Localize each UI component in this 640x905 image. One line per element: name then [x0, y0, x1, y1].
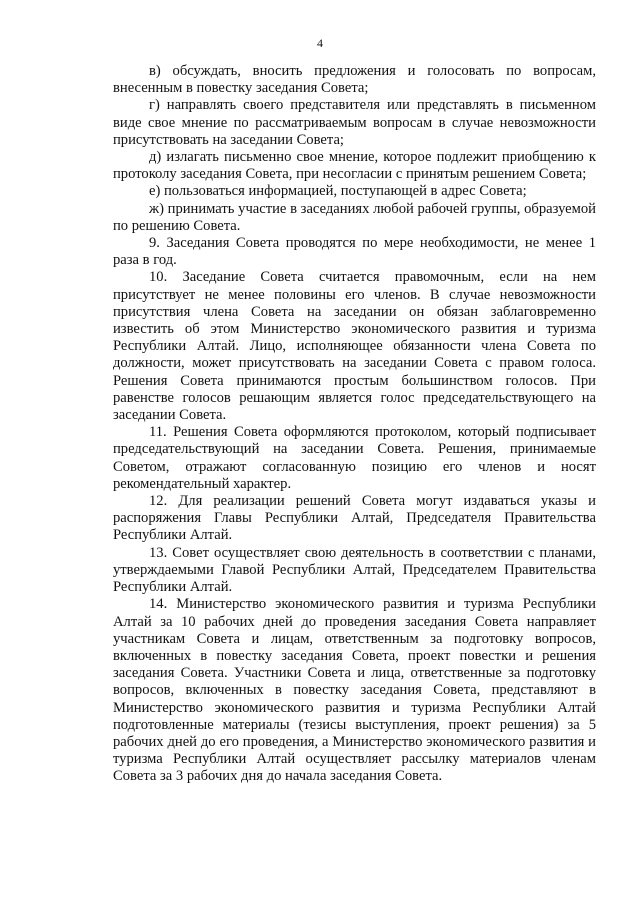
paragraph-g-representative: г) направлять своего представителя или представлять в письменном виде свое мнение по рассматриваемым вопросам в случае невозможности присутствовать на заседании Совета;: [113, 97, 596, 148]
page-number: 4: [317, 36, 323, 50]
paragraph-9-meetings: 9. Заседания Совета проводятся по мере необходимости, не менее 1 раза в год.: [113, 235, 596, 269]
paragraph-14-ministry: 14. Министерство экономического развития и туризма Республики Алтай за 10 рабочих дней до проведения заседания Совета направляет участникам Совета и лицам, ответственным за подготовку вопросов, включенных в повестку заседания Совета, проект повестки и решения заседания Совета. Участники Совета и лица, ответственные за подготовку вопросов, включенных в повестку заседания Совета, представляют в Министерство экономического развития и туризма Республики Алтай подготовленные материалы (тезисы выступления, проект решения) за 5 рабочих дней до его проведения, а Министерство экономического развития и туризма Республики Алтай осуществляет рассылку материалов членам Совета за 3 рабочих дня до начала заседания Совета.: [113, 596, 596, 785]
paragraph-e-information: е) пользоваться информацией, поступающей в адрес Совета;: [149, 183, 527, 200]
paragraph-11-decisions: 11. Решения Совета оформляются протоколом, который подписывает председательствующий на заседании Совета. Решения, принимаемые Советом, отражают согласованную позицию его членов и носят рекомендательный характер.: [113, 424, 596, 492]
paragraph-10-quorum: 10. Заседание Совета считается правомочным, если на нем присутствует не менее половины его членов. В случае невозможности присутствия члена Совета на заседании он обязан заблаговременно известить об этом Министерство экономического развития и туризма Республики Алтай. Лицо, исполняющее обязанности члена Совета по должности, может присутствовать на заседании Совета с правом голоса. Решения Совета принимаются простым большинством голосов. При равенстве голосов решающим является голос председательствующего на заседании Совета.: [113, 269, 596, 424]
paragraph-13-activity: 13. Совет осуществляет свою деятельность в соответствии с планами, утверждаемыми Главой Республики Алтай, Председателем Правительства Республики Алтай.: [113, 544, 596, 596]
paragraph-d-written-opinion: д) излагать письменно свое мнение, которое подлежит приобщению к протоколу заседания Совета, при несогласии с принятым решением Совета;: [113, 149, 596, 183]
paragraph-v-discuss: в) обсуждать, вносить предложения и голосовать по вопросам, внесенным в повестку заседания Совета;: [113, 63, 596, 97]
document-body: [113, 63, 596, 786]
paragraph-12-implementation: 12. Для реализации решений Совета могут издаваться указы и распоряжения Главы Республики Алтай, Председателя Правительства Республики Алтай.: [113, 493, 596, 544]
paragraph-zh-working-group: ж) принимать участие в заседаниях любой рабочей группы, образуемой по решению Совета.: [113, 200, 596, 234]
